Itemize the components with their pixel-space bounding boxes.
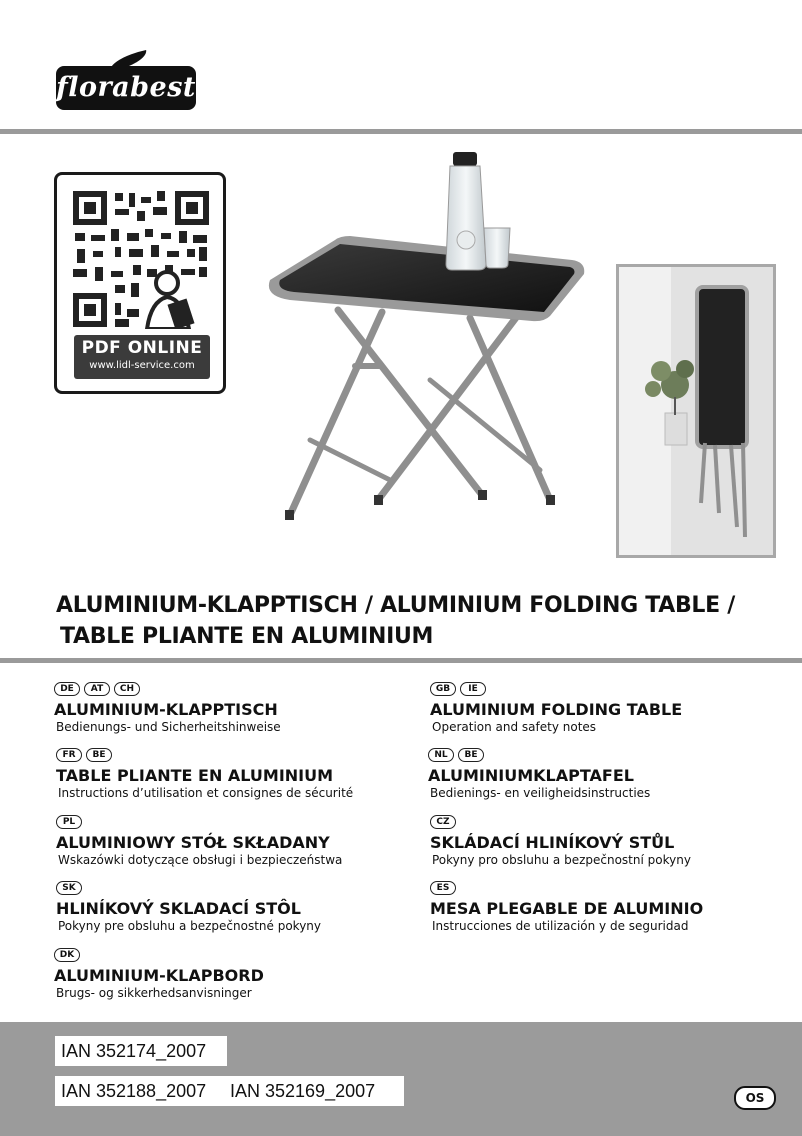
country-badges xyxy=(54,682,414,698)
language-subtitle: Pokyny pre obsluhu a bezpečnostné pokyny xyxy=(58,919,322,933)
ian-number-1: IAN 352174_2007 xyxy=(55,1036,227,1066)
language-block-de xyxy=(54,682,414,735)
ian-number-3: IAN 352169_2007 xyxy=(224,1076,404,1106)
language-subtitle: Wskazówki dotyczące obsługi i bezpieczeństwa xyxy=(58,853,343,867)
country-badges xyxy=(428,748,788,764)
language-block-sk xyxy=(56,881,416,934)
language-title: MESA PLEGABLE DE ALUMINIO xyxy=(430,899,704,918)
pdf-online-title: PDF ONLINE xyxy=(81,338,203,358)
country-badge: DK xyxy=(54,948,80,962)
country-badge: DE xyxy=(54,682,80,696)
brand-logo: florabest xyxy=(56,66,196,110)
country-badges xyxy=(54,948,414,964)
language-subtitle: Brugs- og sikkerhedsanvisninger xyxy=(56,986,252,1000)
country-badges xyxy=(430,682,790,698)
country-badge: GB xyxy=(430,682,456,696)
country-badge: CZ xyxy=(430,815,456,829)
country-badge: ES xyxy=(430,881,456,895)
top-divider xyxy=(0,129,802,134)
document-title-line2: TABLE PLIANTE EN ALUMINIUM xyxy=(60,624,434,649)
country-badge: BE xyxy=(458,748,484,762)
document-title-line1: ALUMINIUM-KLAPPTISCH / ALUMINIUM FOLDING TABLE / xyxy=(56,593,735,618)
country-badge: FR xyxy=(56,748,82,762)
language-title: ALUMINIUMKLAPTAFEL xyxy=(428,766,634,785)
country-badges xyxy=(430,815,790,831)
language-block-dk xyxy=(54,948,414,1001)
language-title: ALUMINIOWY STÓŁ SKŁADANY xyxy=(56,833,330,852)
language-title: ALUMINIUM-KLAPBORD xyxy=(54,966,264,985)
language-subtitle: Instrucciones de utilización y de seguridad xyxy=(432,919,689,933)
ian-number-2: IAN 352188_2007 xyxy=(55,1076,227,1106)
country-badge: IE xyxy=(460,682,486,696)
language-subtitle: Bedienungs- und Sicherheitshinweise xyxy=(56,720,281,734)
os-badge: OS xyxy=(734,1086,776,1110)
middle-divider xyxy=(0,658,802,663)
language-title: ALUMINIUM FOLDING TABLE xyxy=(430,700,683,719)
pdf-online-url: www.lidl-service.com xyxy=(89,360,195,371)
qr-code-box[interactable] xyxy=(54,172,226,394)
country-badges xyxy=(56,881,416,897)
language-block-cz xyxy=(430,815,790,868)
language-title: HLINÍKOVÝ SKLADACÍ STÔL xyxy=(56,899,301,918)
language-subtitle: Bedienings- en veiligheidsinstructies xyxy=(430,786,651,800)
language-title: ALUMINIUM-KLAPPTISCH xyxy=(54,700,278,719)
language-block-pl xyxy=(56,815,416,868)
language-title: SKLÁDACÍ HLINÍKOVÝ STŮL xyxy=(430,833,675,852)
country-badge: BE xyxy=(86,748,112,762)
country-badge: NL xyxy=(428,748,454,762)
language-subtitle: Operation and safety notes xyxy=(432,720,597,734)
folded-table-image xyxy=(616,264,776,558)
country-badges xyxy=(56,815,416,831)
country-badge: SK xyxy=(56,881,82,895)
language-block-gb xyxy=(430,682,790,735)
language-block-nl xyxy=(428,748,788,801)
document-title xyxy=(56,590,796,652)
language-subtitle: Pokyny pro obsluhu a bezpečnostní pokyny xyxy=(432,853,691,867)
qr-code-icon xyxy=(71,189,211,329)
country-badge: AT xyxy=(84,682,110,696)
language-block-es xyxy=(430,881,790,934)
country-badge: CH xyxy=(114,682,140,696)
pdf-online-label xyxy=(74,335,210,379)
language-subtitle: Instructions d’utilisation et consignes de sécurité xyxy=(58,786,354,800)
language-title: TABLE PLIANTE EN ALUMINIUM xyxy=(56,766,334,785)
country-badges xyxy=(56,748,416,764)
product-table-image xyxy=(250,140,600,580)
language-block-fr xyxy=(56,748,416,801)
country-badge: PL xyxy=(56,815,82,829)
country-badges xyxy=(430,881,790,897)
